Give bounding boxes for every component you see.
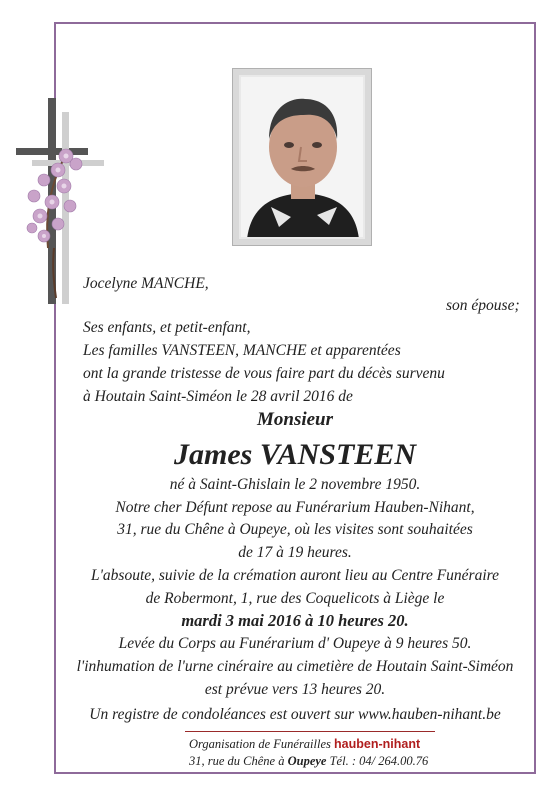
footer-address-prefix: 31, rue du Chêne à <box>189 754 285 768</box>
footer-phone: Tél. : 04/ 264.00.76 <box>329 754 429 768</box>
deceased-name: James VANSTEEN <box>174 438 416 471</box>
visit-hours-line: de 17 à 19 heures. <box>238 544 352 561</box>
footer-org-prefix: Organisation de Funérailles <box>189 737 331 751</box>
footer-organisation <box>189 738 420 751</box>
footer-address <box>189 755 428 768</box>
families-line: Les familles VANSTEEN, MANCHE et apparentées <box>83 342 401 359</box>
body-removal-line: Levée du Corps au Funérarium d' Oupeye à 9 heures 50. <box>118 635 472 652</box>
title-monsieur: Monsieur <box>256 409 334 430</box>
announcement-line: ont la grande tristesse de vous faire part du décès survenu <box>83 365 445 382</box>
portrait-photo <box>232 68 372 246</box>
death-place-date: à Houtain Saint-Siméon le 28 avril 2016 de <box>83 388 353 405</box>
condolence-register-line: Un registre de condoléances est ouvert sur www.hauben-nihant.be <box>89 706 501 723</box>
address-visits-line: 31, rue du Chêne à Oupeye, où les visites sont souhaitées <box>117 521 473 538</box>
children-line: Ses enfants, et petit-enfant, <box>83 319 251 336</box>
brand-logo-text: hauben-nihant <box>334 737 421 751</box>
footer-town: Oupeye <box>287 754 327 768</box>
urn-burial-line: l'inhumation de l'urne cinéraire au cimetière de Houtain Saint-Siméon <box>76 658 514 675</box>
birth-line: né à Saint-Ghislain le 2 novembre 1950. <box>169 476 421 493</box>
ceremony-date-line: mardi 3 mai 2016 à 10 heures 20. <box>181 611 409 630</box>
ceremony-line: L'absoute, suivie de la crémation auront lieu au Centre Funéraire <box>91 567 499 584</box>
ceremony-address-line: de Robermont, 1, rue des Coquelicots à Liège le <box>145 590 445 607</box>
spouse-name: Jocelyne MANCHE, <box>83 275 209 292</box>
burial-time-line: est prévue vers 13 heures 20. <box>204 681 386 698</box>
spouse-relation: son épouse; <box>446 297 520 314</box>
rest-place-line: Notre cher Défunt repose au Funérarium Hauben-Nihant, <box>115 499 475 516</box>
footer-divider <box>185 731 435 732</box>
portrait-image <box>241 77 365 239</box>
